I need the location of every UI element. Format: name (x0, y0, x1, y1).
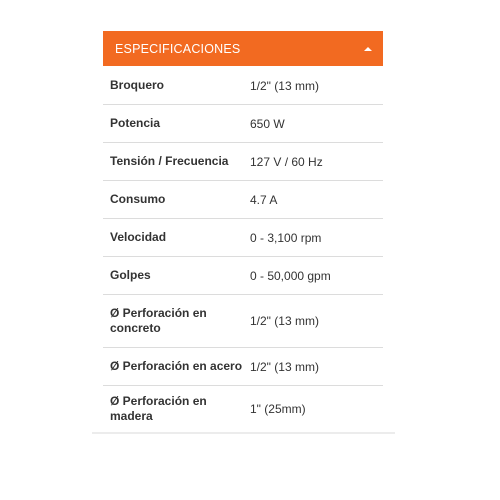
specifications-title: ESPECIFICACIONES (115, 41, 241, 56)
spec-row-golpes (103, 257, 383, 295)
spec-label: Consumo (110, 192, 166, 206)
spec-row-perforacion-concreto (103, 295, 383, 348)
spec-row-velocidad (103, 219, 383, 257)
specifications-header[interactable] (103, 31, 383, 66)
spec-value: 127 V / 60 Hz (250, 154, 323, 169)
spec-row-perforacion-madera (103, 386, 383, 431)
spec-label: Ø Perforación en concreto (110, 306, 207, 335)
spec-value: 650 W (250, 116, 285, 131)
spec-label: Ø Perforación en acero (110, 359, 243, 373)
spec-value: 1" (25mm) (250, 401, 306, 416)
caret-up-icon[interactable] (364, 47, 372, 51)
spec-value: 1/2" (13 mm) (250, 78, 319, 93)
spec-row-tension (103, 143, 383, 181)
spec-row-consumo (103, 181, 383, 219)
spec-row-broquero (103, 67, 383, 105)
spec-value: 1/2" (13 mm) (250, 359, 319, 374)
spec-label: Ø Perforación en madera (110, 393, 207, 423)
panel-bottom-divider (92, 432, 395, 434)
spec-label: Tensión / Frecuencia (110, 154, 229, 168)
specifications-panel (103, 31, 383, 431)
spec-label: Velocidad (110, 230, 167, 244)
specifications-table (103, 67, 383, 431)
spec-value: 4.7 A (250, 192, 278, 207)
spec-label: Potencia (110, 116, 161, 130)
spec-label: Golpes (110, 268, 151, 282)
spec-label: Broquero (110, 78, 164, 92)
spec-value: 1/2" (13 mm) (250, 314, 319, 328)
spec-row-potencia (103, 105, 383, 143)
spec-row-perforacion-acero (103, 348, 383, 386)
spec-value: 0 - 50,000 gpm (250, 268, 331, 283)
spec-value: 0 - 3,100 rpm (250, 230, 322, 245)
